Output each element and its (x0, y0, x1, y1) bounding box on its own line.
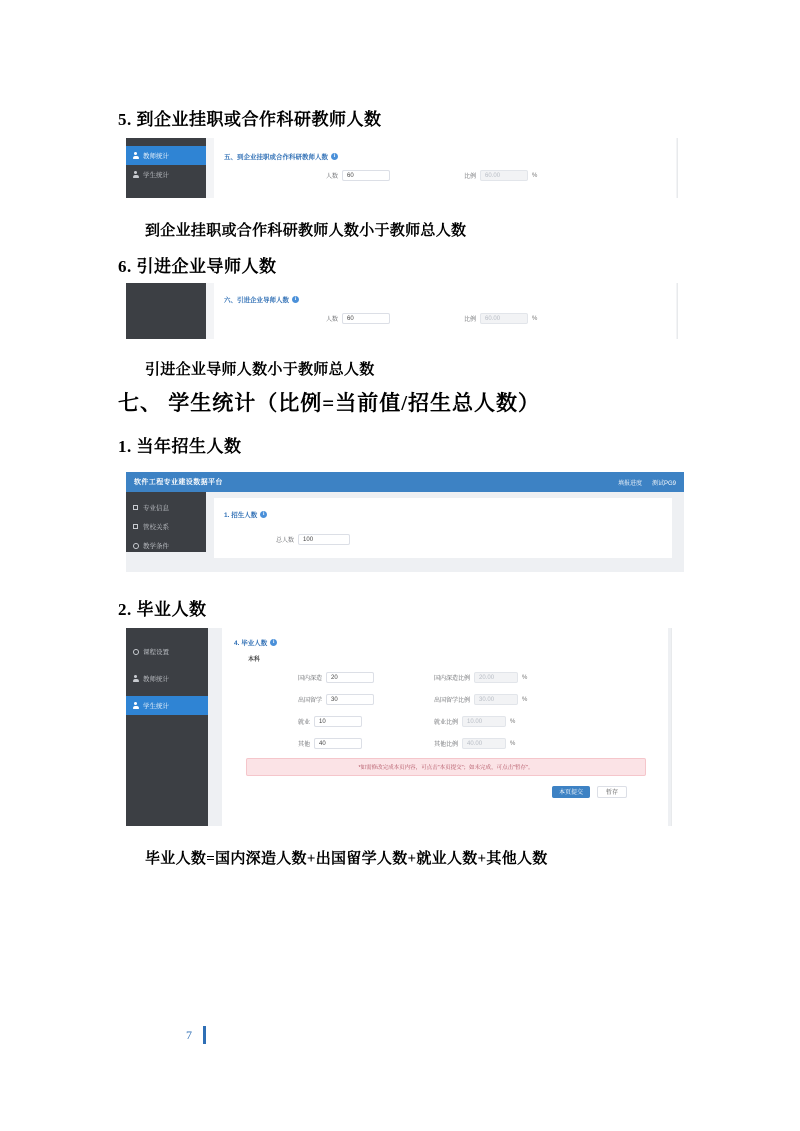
section-7-note: 毕业人数=国内深造人数+出国留学人数+就业人数+其他人数 (145, 851, 548, 867)
percent-unit: % (522, 696, 528, 703)
field-row-count (326, 313, 390, 324)
gear-icon (132, 542, 139, 549)
count-input[interactable]: 60 (342, 170, 390, 181)
sidebar-item-school-relation[interactable] (126, 517, 206, 536)
panel-title (224, 152, 338, 161)
shot1-sidebar (126, 138, 206, 198)
scrollbar-track[interactable] (677, 283, 692, 339)
section-6-heading: 6. 引进企业导师人数 (118, 257, 277, 276)
field-label: 就业比例 (434, 720, 459, 726)
panel-title (234, 638, 277, 647)
field-label: 人数 (326, 317, 339, 323)
warning-banner: *如需修改完成本页内容，可点击"本页提交"；如未完成，可点击"暂存"。 (246, 758, 646, 776)
section-5-note: 到企业挂职或合作科研教师人数小于教师总人数 (145, 223, 467, 239)
employment-ratio-input[interactable]: 10.00 (462, 716, 506, 727)
panel-title (224, 510, 267, 519)
save-draft-button[interactable]: 暂存 (597, 786, 627, 798)
field-row-other-ratio (434, 738, 515, 749)
field-row-ratio (464, 170, 537, 181)
field-label: 国内深造 (298, 676, 323, 682)
section-7-sub-2: 2. 毕业人数 (118, 600, 207, 619)
sidebar-item-label: 学生统计 (143, 172, 169, 179)
user-icon (132, 702, 139, 709)
shot4-panel (222, 628, 668, 826)
field-row-other (298, 738, 362, 749)
info-icon[interactable]: i (260, 511, 267, 518)
percent-unit: % (522, 674, 528, 681)
info-icon[interactable]: i (331, 153, 338, 160)
percent-unit: % (510, 740, 516, 747)
field-label: 就业 (298, 720, 311, 726)
shot3-panel (214, 498, 672, 558)
scrollbar-track[interactable] (671, 628, 684, 826)
field-label: 国内深造比例 (434, 676, 471, 682)
square-icon (132, 523, 139, 530)
topbar-right (618, 478, 676, 487)
field-label: 出国留学比例 (434, 698, 471, 704)
info-icon[interactable]: i (292, 296, 299, 303)
sidebar-item-label: 教师统计 (143, 676, 169, 683)
sidebar-item-label: 学生统计 (143, 703, 169, 710)
info-icon[interactable]: i (270, 639, 277, 646)
sidebar-item-teaching-conditions[interactable] (126, 536, 206, 555)
square-icon (132, 504, 139, 511)
field-row-overseas-study (298, 694, 374, 705)
field-row-domestic-study-ratio (434, 672, 527, 683)
panel-title-text: 六、引进企业导师人数 (224, 297, 289, 304)
shot1-panel (214, 138, 676, 198)
screenshot-teacher-secondment (126, 138, 692, 198)
app-brand: 软件工程专业建设数据平台 (134, 479, 223, 486)
sidebar-item-label: 课程设置 (143, 649, 169, 656)
page-number-bar (203, 1026, 206, 1044)
user-icon (132, 152, 139, 159)
field-label: 其他比例 (434, 742, 459, 748)
shot4-sidebar (126, 628, 208, 826)
employment-input[interactable]: 10 (314, 716, 362, 727)
progress-label[interactable]: 填报进度 (617, 480, 642, 487)
group-label: 本科 (248, 657, 261, 663)
field-label: 其他 (298, 742, 311, 748)
percent-unit: % (532, 172, 538, 179)
gear-icon (132, 648, 139, 655)
panel-title-text: 五、到企业挂职或合作科研教师人数 (224, 154, 328, 161)
field-row-overseas-study-ratio (434, 694, 527, 705)
sidebar-item-major-info[interactable] (126, 498, 206, 517)
sidebar-item-label: 教师统计 (143, 153, 169, 160)
field-row-total (276, 534, 350, 545)
screenshot-enrollment (126, 472, 684, 572)
field-label: 总人数 (276, 538, 295, 544)
total-count-input[interactable]: 100 (298, 534, 350, 545)
other-ratio-input[interactable]: 40.00 (462, 738, 506, 749)
panel-title-text: 4. 毕业人数 (234, 640, 268, 647)
shot3-sidebar (126, 492, 206, 552)
sidebar-item-label: 管校关系 (143, 524, 169, 531)
field-label: 出国留学 (298, 698, 323, 704)
section-7-heading: 七、 学生统计（比例=当前值/招生总人数） (118, 391, 541, 415)
field-label: 比例 (464, 317, 477, 323)
screenshot-enterprise-mentor (126, 283, 692, 339)
submit-page-button[interactable]: 本页提交 (552, 786, 590, 798)
field-row-count (326, 170, 390, 181)
sidebar-item-course-setup[interactable] (126, 642, 208, 661)
user-icon (132, 675, 139, 682)
sidebar-item-student-stats[interactable] (126, 696, 208, 715)
ratio-input[interactable]: 60.00 (480, 313, 528, 324)
panel-title-text: 1. 招生人数 (224, 512, 258, 519)
percent-unit: % (532, 315, 538, 322)
domestic-study-input[interactable]: 20 (326, 672, 374, 683)
field-row-domestic-study (298, 672, 374, 683)
field-label: 人数 (326, 174, 339, 180)
sidebar-item-label: 专业信息 (143, 505, 169, 512)
section-7-sub-1: 1. 当年招生人数 (118, 437, 242, 456)
panel-title (224, 295, 299, 304)
field-row-employment (298, 716, 362, 727)
user-menu[interactable]: 测试PG9 (651, 480, 676, 487)
count-input[interactable]: 60 (342, 313, 390, 324)
app-topbar (126, 472, 684, 492)
other-input[interactable]: 40 (314, 738, 362, 749)
domestic-study-ratio-input[interactable]: 20.00 (474, 672, 518, 683)
field-row-employment-ratio (434, 716, 515, 727)
shot2-panel (214, 283, 676, 339)
screenshot-graduates (126, 628, 684, 826)
sidebar-item-teacher-stats[interactable] (126, 146, 206, 165)
sidebar-item-label: 教学条件 (143, 543, 169, 550)
sidebar-item-student-stats[interactable] (126, 165, 206, 184)
field-label: 比例 (464, 174, 477, 180)
scrollbar-track[interactable] (677, 138, 692, 198)
ratio-input[interactable]: 60.00 (480, 170, 528, 181)
sidebar-item-teacher-stats[interactable] (126, 669, 208, 688)
percent-unit: % (510, 718, 516, 725)
page-number: 7 (186, 1028, 192, 1042)
section-6-note: 引进企业导师人数小于教师总人数 (145, 362, 375, 378)
overseas-study-input[interactable]: 30 (326, 694, 374, 705)
user-icon (132, 171, 139, 178)
field-row-ratio (464, 313, 537, 324)
section-5-heading: 5. 到企业挂职或合作科研教师人数 (118, 110, 382, 129)
shot2-sidebar (126, 283, 206, 339)
overseas-study-ratio-input[interactable]: 30.00 (474, 694, 518, 705)
